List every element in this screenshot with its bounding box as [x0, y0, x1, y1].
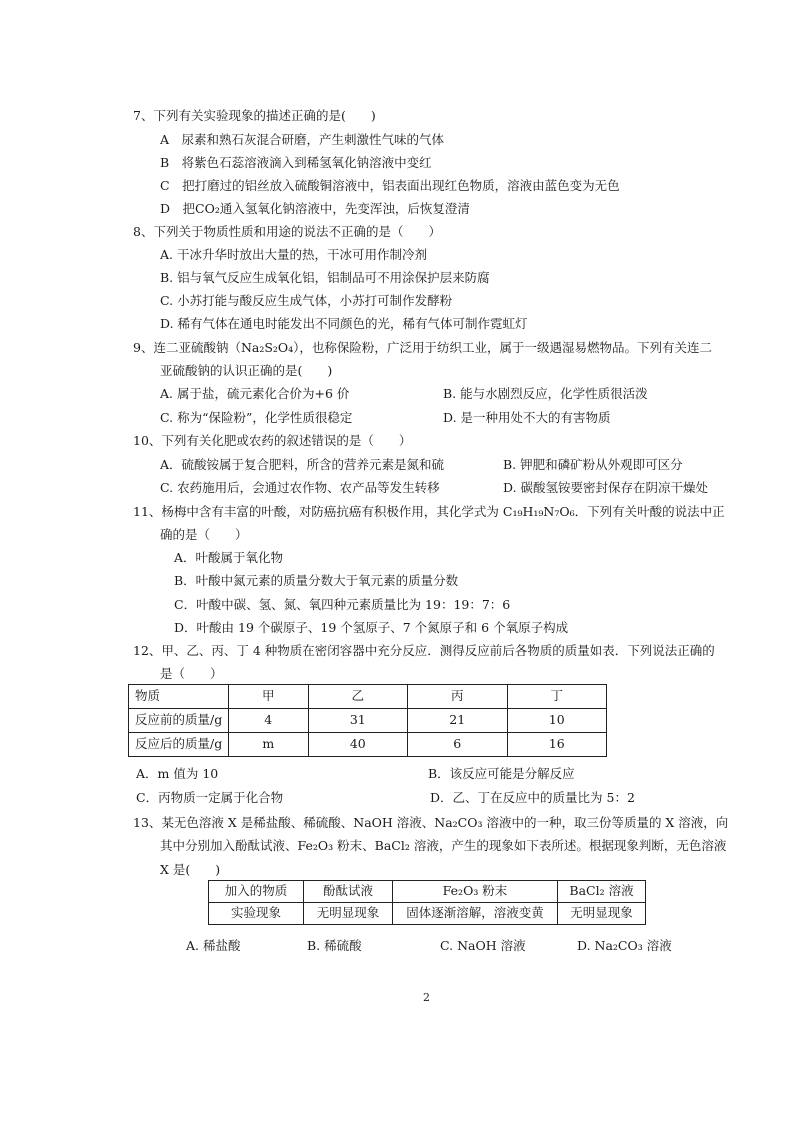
q11-stem-line2: 确的是（ ）: [160, 527, 248, 542]
table-header-cell: 丁: [507, 685, 607, 709]
table-cell: 21: [408, 709, 507, 733]
q9-option-b: B. 能与水剧烈反应，化学性质很活泼: [443, 386, 648, 401]
table-row: [129, 733, 607, 757]
q9-option-c: C. 称为“保险粉”，化学性质很稳定: [160, 410, 353, 425]
table-cell: 无明显现象: [304, 903, 393, 925]
q10-option-c: C. 农药施用后，会通过农作物、农产品等发生转移: [160, 480, 440, 495]
q9-option-a: A. 属于盐，硫元素化合价为+6 价: [160, 386, 350, 401]
q12-option-c: C．丙物质一定属于化合物: [136, 790, 284, 805]
table-header-cell: 乙: [308, 685, 407, 709]
q7-option-b: B 将紫色石蕊溶液滴入到稀氢氧化钠溶液中变红: [160, 155, 432, 170]
table-cell: 16: [507, 733, 607, 757]
q12-stem-line2: 是（ ）: [160, 666, 223, 681]
q11-option-b: B．叶酸中氮元素的质量分数大于氧元素的质量分数: [174, 573, 459, 588]
q8-stem: 8、下列关于物质性质和用途的说法不正确的是（ ）: [133, 224, 441, 239]
q13-stem-line2: 其中分别加入酚酞试液、Fe₂O₃ 粉末、BaCl₂ 溶液，产生的现象如下表所述。根据现象判断，无色溶液: [160, 838, 727, 853]
table-cell: 反应前的质量/g: [129, 709, 229, 733]
table-row: [209, 903, 646, 925]
table-row: [129, 685, 607, 709]
q9-option-d: D. 是一种用处不大的有害物质: [443, 410, 611, 425]
q11-stem-line1: 11、杨梅中含有丰富的叶酸，对防癌抗癌有积极作用，其化学式为 C₁₉H₁₉N₇O₆．下列有关叶酸的说法中正: [133, 504, 725, 519]
table-cell: 实验现象: [209, 903, 304, 925]
q11-option-d: D．叶酸由 19 个碳原子、19 个氢原子、7 个氮原子和 6 个氧原子构成: [174, 620, 569, 635]
table-cell: m: [229, 733, 309, 757]
q7-stem: 7、下列有关实验现象的描述正确的是( ): [133, 108, 376, 123]
q13-option-b: B. 稀硫酸: [307, 938, 362, 953]
q13-option-d: D. Na₂CO₃ 溶液: [577, 938, 672, 953]
q8-option-d: D. 稀有气体在通电时能发出不同颜色的光，稀有气体可制作霓虹灯: [160, 316, 528, 331]
q10-option-b: B. 钾肥和磷矿粉从外观即可区分: [503, 457, 683, 472]
q8-option-b: B. 铝与氧气反应生成氧化铝，铝制品可不用涂保护层来防腐: [160, 270, 490, 285]
table-cell: 31: [308, 709, 407, 733]
q11-option-a: A．叶酸属于氧化物: [174, 550, 284, 565]
q12-option-b: B．该反应可能是分解反应: [428, 766, 575, 781]
table-header-cell: 物质: [129, 685, 229, 709]
page-number: 2: [423, 991, 430, 1004]
table-cell: 6: [408, 733, 507, 757]
table-header-cell: 丙: [408, 685, 507, 709]
table-cell: 4: [229, 709, 309, 733]
q8-option-a: A. 干冰升华时放出大量的热，干冰可用作制冷剂: [160, 247, 427, 262]
q12-option-d: D．乙、丁在反应中的质量比为 5：2: [430, 790, 635, 805]
q10-stem: 10、下列有关化肥或农药的叙述错误的是（ ）: [133, 433, 412, 448]
q12-stem-line1: 12、甲、乙、丙、丁 4 种物质在密闭容器中充分反应．测得反应前后各物质的质量如表．下列说法正确的: [133, 643, 715, 658]
table-cell: 固体逐渐溶解，溶液变黄: [393, 903, 558, 925]
table-cell: 10: [507, 709, 607, 733]
q8-option-c: C. 小苏打能与酸反应生成气体，小苏打可制作发酵粉: [160, 293, 453, 308]
q7-option-a: A 尿素和熟石灰混合研磨，产生刺激性气味的气体: [160, 132, 445, 147]
q10-option-d: D. 碳酸氢铵要密封保存在阴凉干燥处: [503, 480, 709, 495]
q13-stem-line3: X 是( ): [160, 862, 221, 877]
q7-option-d: D 把CO₂通入氢氧化钠溶液中，先变浑浊，后恢复澄清: [160, 201, 470, 216]
q11-option-c: C．叶酸中碳、氢、氮、氧四种元素质量比为 19：19：7：6: [174, 597, 511, 612]
table-header-cell: BaCl₂ 溶液: [558, 881, 646, 903]
q9-stem-line1: 9、连二亚硫酸钠（Na₂S₂O₄），也称保险粉，广泛用于纺织工业，属于一级遇湿易燃物品。下列有关连二: [133, 340, 712, 355]
table-row: [129, 709, 607, 733]
q12-mass-table: [128, 684, 607, 757]
table-cell: 反应后的质量/g: [129, 733, 229, 757]
table-header-cell: 甲: [229, 685, 309, 709]
q13-option-a: A. 稀盐酸: [186, 938, 241, 953]
table-cell: 40: [308, 733, 407, 757]
table-header-cell: 加入的物质: [209, 881, 304, 903]
q13-phenomena-table: [208, 880, 646, 925]
table-row: [209, 881, 646, 903]
q9-stem-line2: 亚硫酸钠的认识正确的是( ): [160, 363, 333, 378]
q10-option-a: A．硫酸铵属于复合肥料，所含的营养元素是氮和硫: [160, 457, 445, 472]
q13-stem-line1: 13、某无色溶液 X 是稀盐酸、稀硫酸、NaOH 溶液、Na₂CO₃ 溶液中的一种，取三份等质量的 X 溶液，向: [133, 815, 729, 830]
table-header-cell: 酚酞试液: [304, 881, 393, 903]
table-cell: 无明显现象: [558, 903, 646, 925]
q13-option-c: C. NaOH 溶液: [440, 938, 526, 953]
q12-option-a: A．m 值为 10: [136, 766, 219, 781]
q7-option-c: C 把打磨过的铝丝放入硫酸铜溶液中，铝表面出现红色物质，溶液由蓝色变为无色: [160, 178, 620, 193]
table-header-cell: Fe₂O₃ 粉末: [393, 881, 558, 903]
